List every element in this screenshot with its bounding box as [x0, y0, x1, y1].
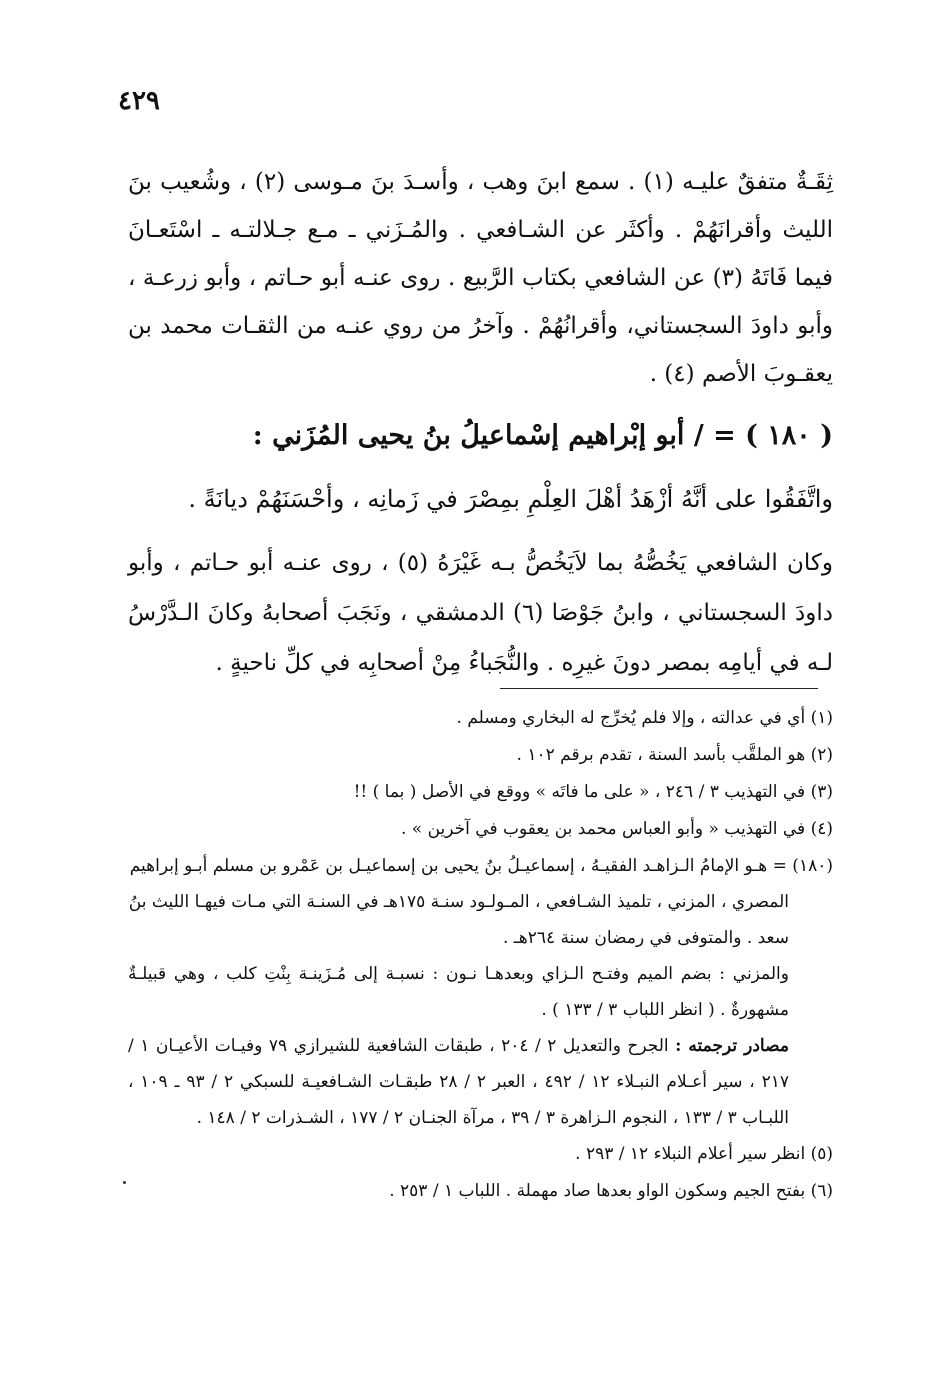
footnote-4: (٤) في التهذيب « وأبو العباس محمد بن يعقوب في آخرين » . — [401, 819, 833, 839]
footnote-separator — [500, 688, 818, 689]
margin-dot — [123, 1181, 126, 1184]
sources-text: الجرح والتعديل ٢ / ٢٠٤ ، طبقات الشافعية للشيرازي ٧٩ وفيـات الأعيـان ١ / ٢١٧ ، سير أعـلام النبـلاء ١٢ / ٤٩٢ ، العبر ٢ / ٢٨ طبقـات الشـافعيـة للسبكي ٢ / ٩٣ ـ ١٠٩ ، اللبـاب ٣ / ١٣٣ ، النجوم الـزاهرة ٣ / ٣٩ ، مرآة الجنـان ٢ / ١٧٧ ، الشـذرات ٢ / ١٤٨ . — [128, 1036, 790, 1128]
entry-note-nisba: والمزني : بضم الميم وفتـح الـزاي وبعدهـا نـون : نسبـة إلى مُـزَينـة بِنْتِ كلب ، وهي قبيلـةٌ مشهورةٌ . ( انظر اللباب ٣ / ١٣٣ ) . — [128, 964, 789, 1020]
footnotes — [128, 700, 833, 1210]
footnote-6: (٦) بفتح الجيم وسكون الواو بعدها صاد مهملة . اللباب ١ / ٢٥٣ . — [389, 1181, 833, 1201]
footnote-5: (٥) انظر سير أعلام النبلاء ١٢ / ٢٩٣ . — [575, 1144, 833, 1164]
footnote-1: (١) أي في عدالته ، وإلا فلم يُخرِّج له البخاري ومسلم . — [456, 708, 833, 728]
sources-label: مصادر ترجمته : — [675, 1036, 789, 1056]
biography-paragraph-1: ثِقَـةٌ متفقٌ عليـه (١) . سمع ابنَ وهب ، وأسـدَ بنَ مـوسى (٢) ، وشُعيب بنَ الليث وأقرانَهُمْ . وأكثَر عن الشـافعي . والمُـزَني ـ مـع جـلالتـه ـ اسْتَعـانَ فيما فَاتَهُ (٣) عن الشافعي بكتاب الرَّبيع . روى عنـه أبو حـاتم ، وأبو زرعـة ، وأبو داودَ السجستاني، وأقرانُهُمْ . وآخرُ من روي عنـه من الثقـات محمد بن يعقـوبَ الأصم (٤) . — [128, 169, 834, 387]
biography-paragraph-3: وكان الشافعي يَخُصُّهُ بما لاَيَخُصُّ بـه غَيْرَهُ (٥) ، روى عنـه أبو حـاتم ، وأبو داودَ السجستاني ، وابنُ جَوْصَا (٦) الدمشقي ، ونَجَبَ أصحابهُ وكانَ الـدَّرْسُ لـه في أيامِه بمصر دونَ غيرِه . والنُّجَباءُ مِنْ أصحابِه في كلِّ ناحيةٍ . — [128, 550, 833, 676]
footnote-2: (٢) هو الملقَّب بأسد السنة ، تقدم برقم ١٠٢ . — [516, 745, 833, 765]
footnote-3: (٣) في التهذيب ٣ / ٢٤٦ ، « على ما فاتَه » ووقع في الأصل ( بما ) !! — [353, 782, 833, 802]
page-number: ٤٢٩ — [118, 86, 160, 116]
entry-note — [128, 848, 833, 1136]
entry-heading: ( ١٨٠ ) = / أبو إبْراهيم إسْماعيلُ بنُ يحيى المُزَني : — [252, 420, 833, 451]
entry-note-line: المصري ، المزني ، تلميذ الشـافعي ، المـولـود سنـة ١٧٥هـ في السنـة التي مـات فيهـا الليث بنُ — [128, 892, 789, 912]
biography-paragraph-2: واتَّفَقُوا على أنَّهُ أزْهَدُ أهْلَ العِلْمِ بمِصْرَ في زَمانِه ، وأحْسَنَهُمْ ديانَةً . — [188, 485, 833, 513]
entry-note-sources — [128, 1028, 833, 1136]
entry-note-line: (١٨٠) = هـو الإمامُ الـزاهـد الفقيـهُ ، إسماعيـلُ بنُ يحيى بن إسماعيـل بن عَمْرو بن مسلم أبـو إبراهيم — [129, 856, 833, 876]
entry-note-line: سعد . والمتوفى في رمضان سنة ٢٦٤هـ . — [502, 928, 789, 948]
